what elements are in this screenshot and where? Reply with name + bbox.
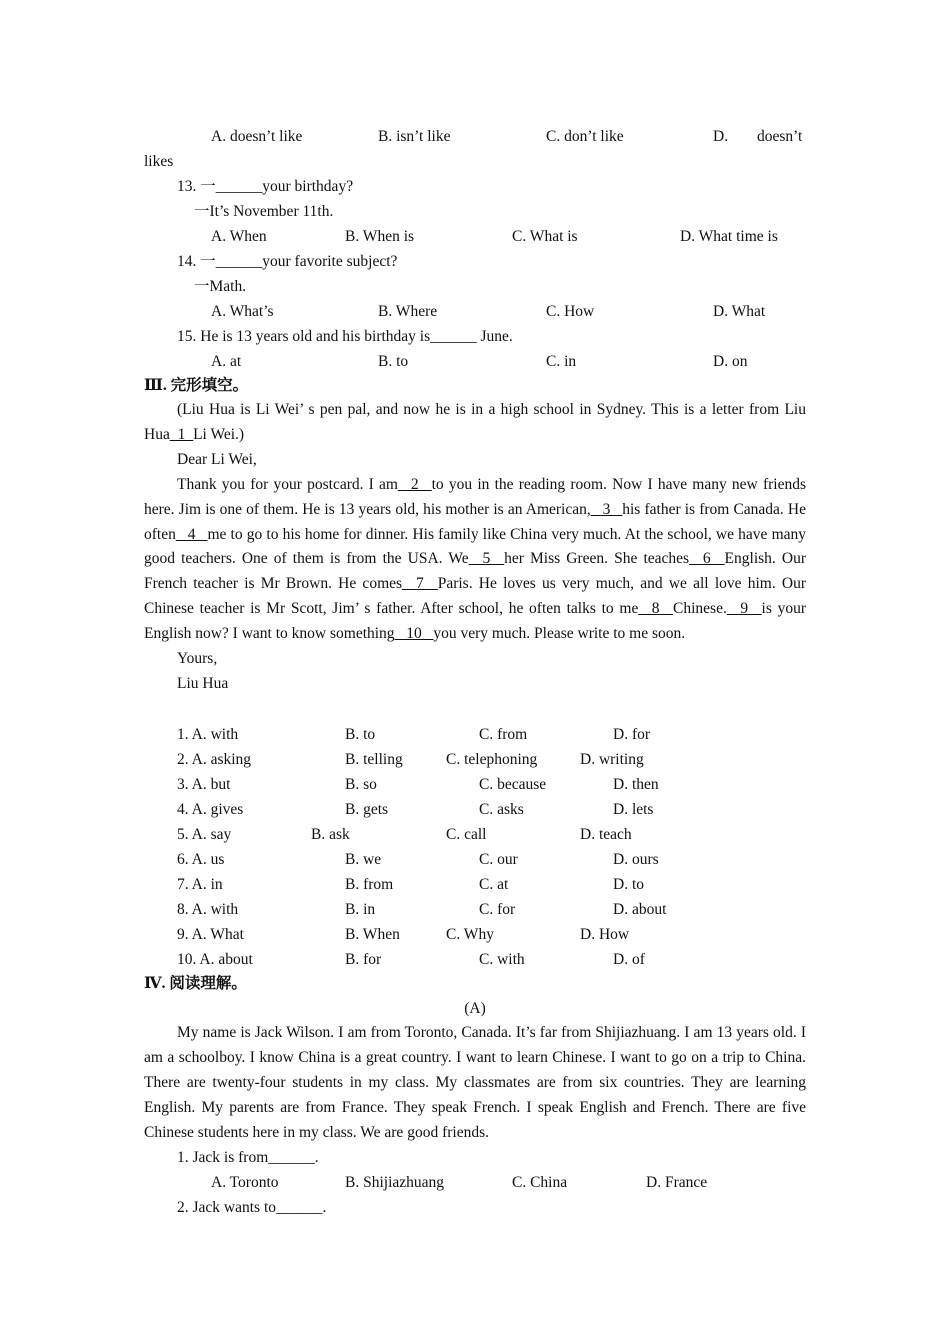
- cloze-option: D. of: [613, 951, 645, 968]
- q12-option-d-wrap: likes: [144, 153, 174, 170]
- cloze-option: D. How: [580, 926, 630, 943]
- q12-option-d-text: doesn’t: [757, 128, 803, 145]
- letter-text: Chinese.: [673, 600, 727, 618]
- cloze-option: C. from: [479, 726, 528, 743]
- q14-stem: 14. 一______your favorite subject?: [177, 253, 398, 270]
- reading-q1-option-b: B. Shijiazhuang: [345, 1174, 445, 1191]
- cloze-option: D. writing: [580, 751, 644, 768]
- cloze-option: C. call: [446, 826, 487, 843]
- cloze-option: D. then: [613, 776, 659, 793]
- cloze-blank-5: _ 5 _: [468, 550, 505, 568]
- q15-option-c: C. in: [546, 353, 577, 370]
- q15-stem: 15. He is 13 years old and his birthday is______ June.: [177, 328, 513, 345]
- cloze-option: D. ours: [613, 851, 659, 868]
- cloze-blank-6: _ 6 _: [689, 550, 725, 568]
- cloze-option: B. we: [345, 851, 382, 868]
- cloze-intro: [144, 398, 806, 448]
- cloze-blank-1: _1_: [169, 425, 194, 443]
- letter-text: me to go to his home for dinner. His family like China very much. At the school, we have many good teachers. One of them is from the USA. We: [144, 525, 807, 568]
- reading-passage-text: My name is Jack Wilson. I am from Toronto, Canada. It’s far from Shijiazhuang. I am 13 years old. I am a schoolboy. I know China is a great country. I want to learn Chinese. I want to go on a trip to China. There are twenty-four students in my class. My classmates are from six countries. They are learning English. My parents are from France. They speak French. I speak English and French. There are five Chinese students here in my class. We are good friends.: [144, 1024, 806, 1141]
- cloze-option: B. ask: [311, 826, 350, 843]
- letter-text: her Miss Green. She teaches: [504, 550, 690, 568]
- cloze-blank-8: _ 8 _: [638, 600, 674, 618]
- reading-q1-option-a: A. Toronto: [211, 1174, 279, 1191]
- cloze-option: D. lets: [613, 801, 654, 818]
- q12-option-b: B. isn’t like: [378, 128, 451, 145]
- q15-option-d: D. on: [713, 353, 748, 370]
- cloze-option: 2. A. asking: [177, 751, 252, 768]
- cloze-option: C. because: [479, 776, 547, 793]
- cloze-option: 3. A. but: [177, 776, 231, 793]
- cloze-option: B. When: [345, 926, 400, 943]
- cloze-option: 1. A. with: [177, 726, 239, 743]
- cloze-blank-4: _ 4 _: [175, 525, 208, 543]
- cloze-option: B. to: [345, 726, 376, 743]
- cloze-blank-10: _ 10 _: [394, 625, 434, 643]
- cloze-option: D. about: [613, 901, 667, 918]
- q14-option-b: B. Where: [378, 303, 438, 320]
- cloze-intro-text: (Liu Hua is Li Wei’ s pen pal, and now he is in a high school in Sydney. This is a letter from Liu Hua: [144, 401, 806, 443]
- q13-reply: 一It’s November 11th.: [194, 203, 334, 220]
- cloze-option: B. from: [345, 876, 394, 893]
- letter-closing: Yours,: [177, 650, 218, 668]
- reading-q1-option-c: C. China: [512, 1174, 568, 1191]
- cloze-option: C. with: [479, 951, 525, 968]
- cloze-blank-3: _ 3 _: [590, 500, 623, 518]
- q15-option-a: A. at: [211, 353, 242, 370]
- cloze-passage: [144, 398, 806, 697]
- letter-text: Thank you for your postcard. I am: [177, 475, 398, 493]
- q15-option-b: B. to: [378, 353, 409, 370]
- reading-q1-stem: 1. Jack is from______.: [177, 1149, 319, 1166]
- q13-stem: 13. 一______your birthday?: [177, 178, 354, 195]
- cloze-option: B. telling: [345, 751, 403, 768]
- q14-option-c: C. How: [546, 303, 595, 320]
- letter-text: his father is from Canada. He often: [144, 500, 807, 543]
- reading-section-label: (A): [464, 1000, 486, 1017]
- letter-text: English. Our French teacher is Mr Brown. He comes: [144, 550, 806, 593]
- reading-heading: Ⅳ. 阅读理解。: [144, 975, 247, 992]
- cloze-option: B. in: [345, 901, 376, 918]
- cloze-option: C. asks: [479, 801, 524, 818]
- q14-option-d: D. What: [713, 303, 766, 320]
- cloze-option: 6. A. us: [177, 851, 225, 868]
- letter-text: to you in the reading room. Now I have many new friends here. Jim is one of them. He is 13 years old, his mother is an American,: [144, 475, 806, 518]
- cloze-option: C. for: [479, 901, 516, 918]
- cloze-option: 10. A. about: [177, 951, 253, 968]
- cloze-heading: Ⅲ. 完形填空。: [144, 377, 249, 394]
- q13-option-b: B. When is: [345, 228, 415, 245]
- letter-text: is your English now? I want to know something: [144, 600, 807, 643]
- cloze-option: C. at: [479, 876, 509, 893]
- q14-option-a: A. What’s: [211, 303, 274, 320]
- cloze-option: C. Why: [446, 926, 494, 943]
- cloze-option: D. to: [613, 876, 644, 893]
- cloze-blank-9: _ 9 _: [726, 600, 762, 618]
- q13-option-a: A. When: [211, 228, 267, 245]
- cloze-blank-7: _ 7 _: [402, 575, 438, 593]
- letter-signature: Liu Hua: [177, 674, 229, 692]
- reading-q1-option-d: D. France: [646, 1174, 708, 1191]
- cloze-option: 9. A. What: [177, 926, 244, 943]
- q12-option-c: C. don’t like: [546, 128, 624, 145]
- cloze-option: D. teach: [580, 826, 632, 843]
- letter-body: [144, 473, 806, 647]
- q12-option-a: A. doesn’t like: [211, 128, 303, 145]
- letter-text: Paris. He loves us very much, and we all love him. Our Chinese teacher is Mr Scott, Jim’ s father. After school, he often talks to me: [144, 575, 807, 618]
- letter-text: you very much. Please write to me soon.: [433, 625, 686, 643]
- letter-greeting: Dear Li Wei,: [177, 450, 257, 468]
- cloze-option: B. gets: [345, 801, 389, 818]
- cloze-option: B. so: [345, 776, 377, 793]
- cloze-option: 5. A. say: [177, 826, 232, 843]
- cloze-option: C. telephoning: [446, 751, 538, 768]
- q14-reply: 一Math.: [194, 278, 247, 295]
- cloze-option: C. our: [479, 851, 518, 868]
- cloze-intro-end: Li Wei.): [193, 425, 245, 443]
- cloze-option: D. for: [613, 726, 651, 743]
- reading-q2-stem: 2. Jack wants to______.: [177, 1199, 327, 1216]
- cloze-option: 7. A. in: [177, 876, 223, 893]
- q13-option-d: D. What time is: [680, 228, 778, 245]
- cloze-option: 8. A. with: [177, 901, 239, 918]
- cloze-option: 4. A. gives: [177, 801, 244, 818]
- cloze-blank-2: _ 2 _: [397, 475, 432, 493]
- reading-passage: [144, 1021, 806, 1146]
- cloze-option: B. for: [345, 951, 382, 968]
- q12-option-d-letter: D.: [713, 128, 729, 145]
- q13-option-c: C. What is: [512, 228, 578, 245]
